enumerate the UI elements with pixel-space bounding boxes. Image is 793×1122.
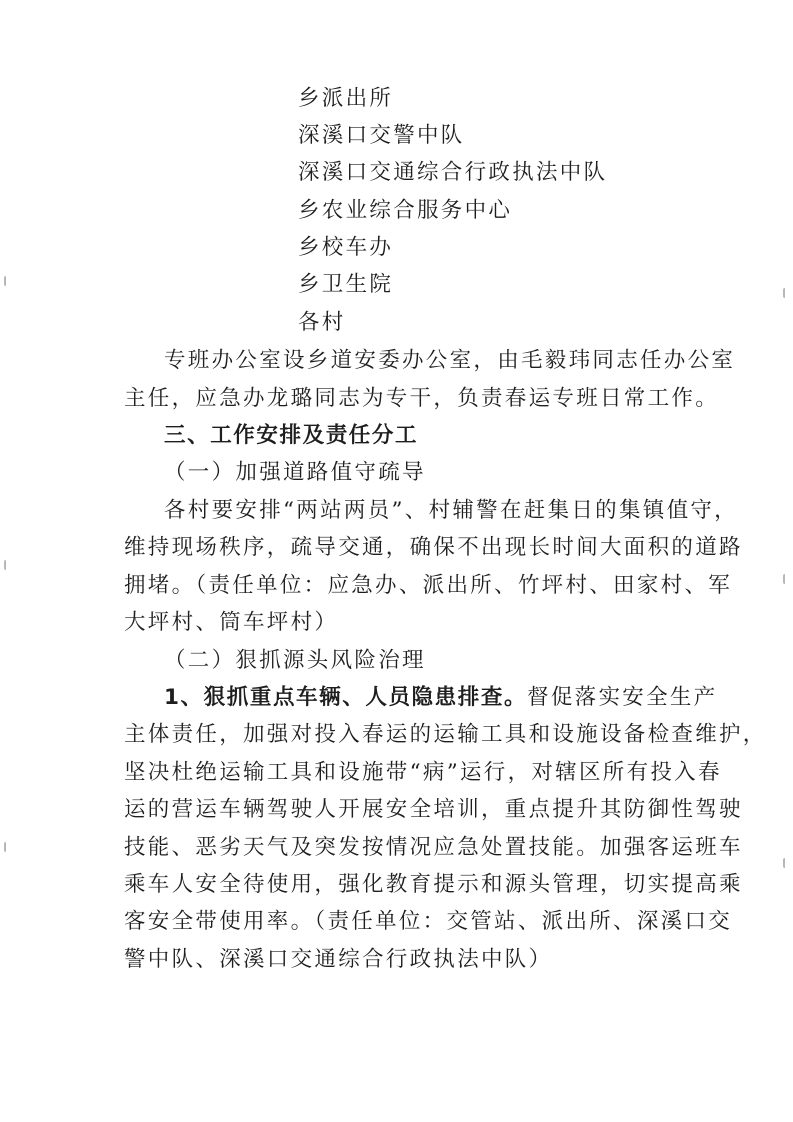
body-line: 坚决杜绝运输工具和设施带“病”运行，对辖区所有投入春	[124, 760, 722, 785]
body-line: 技能、恶劣天气及突发按情况应急处置技能。加强客运班车	[124, 835, 743, 860]
org-item: 乡派出所	[298, 86, 394, 111]
body-line: 警中队、深溪口交通综合行政执法中队）	[124, 947, 553, 972]
body-line: 大坪村、筒车坪村）	[124, 610, 339, 635]
binding-mark	[4, 276, 10, 286]
subsection-heading: （一）加强道路值守疏导	[164, 460, 426, 485]
org-item: 各村	[298, 310, 346, 335]
org-item: 乡卫生院	[298, 272, 394, 297]
body-line: 客安全带使用率。（责任单位：交管站、派出所、深溪口交	[124, 909, 733, 934]
binding-mark	[783, 574, 789, 584]
body-line: 各村要安排“两站两员”、村辅警在赶集日的集镇值守，	[164, 498, 738, 523]
item-first-rest: 督促落实安全生产	[527, 685, 718, 710]
office-line: 专班办公室设乡道安委办公室，由毛毅玮同志任办公室	[164, 348, 736, 373]
section-heading: 三、工作安排及责任分工	[164, 423, 419, 448]
org-item: 深溪口交通综合行政执法中队	[298, 160, 608, 185]
item-first-line	[164, 683, 717, 713]
org-item: 乡农业综合服务中心	[298, 198, 513, 223]
body-line: 乘车人安全待使用，强化教育提示和源头管理，切实提高乘	[124, 872, 743, 897]
binding-mark	[4, 842, 10, 852]
binding-mark	[4, 560, 10, 570]
binding-mark	[783, 288, 789, 298]
binding-mark	[783, 858, 789, 868]
org-item: 乡校车办	[298, 235, 394, 260]
body-line: 运的营运车辆驾驶人开展安全培训，重点提升其防御性驾驶	[124, 797, 743, 822]
body-line: 主体责任，加强对投入春运的运输工具和设施设备检查维护，	[124, 722, 767, 747]
body-line: 拥堵。（责任单位：应急办、派出所、竹坪村、田家村、军	[124, 573, 733, 598]
body-line: 维持现场秩序，疏导交通，确保不出现长时间大面积的道路	[124, 535, 743, 560]
subsection-heading: （二）狠抓源头风险治理	[164, 648, 426, 673]
org-item: 深溪口交警中队	[298, 123, 465, 148]
item-heading: 1、狠抓重点车辆、人员隐患排查。	[164, 685, 528, 710]
office-line: 主任，应急办龙璐同志为专干，负责春运专班日常工作。	[124, 386, 720, 411]
